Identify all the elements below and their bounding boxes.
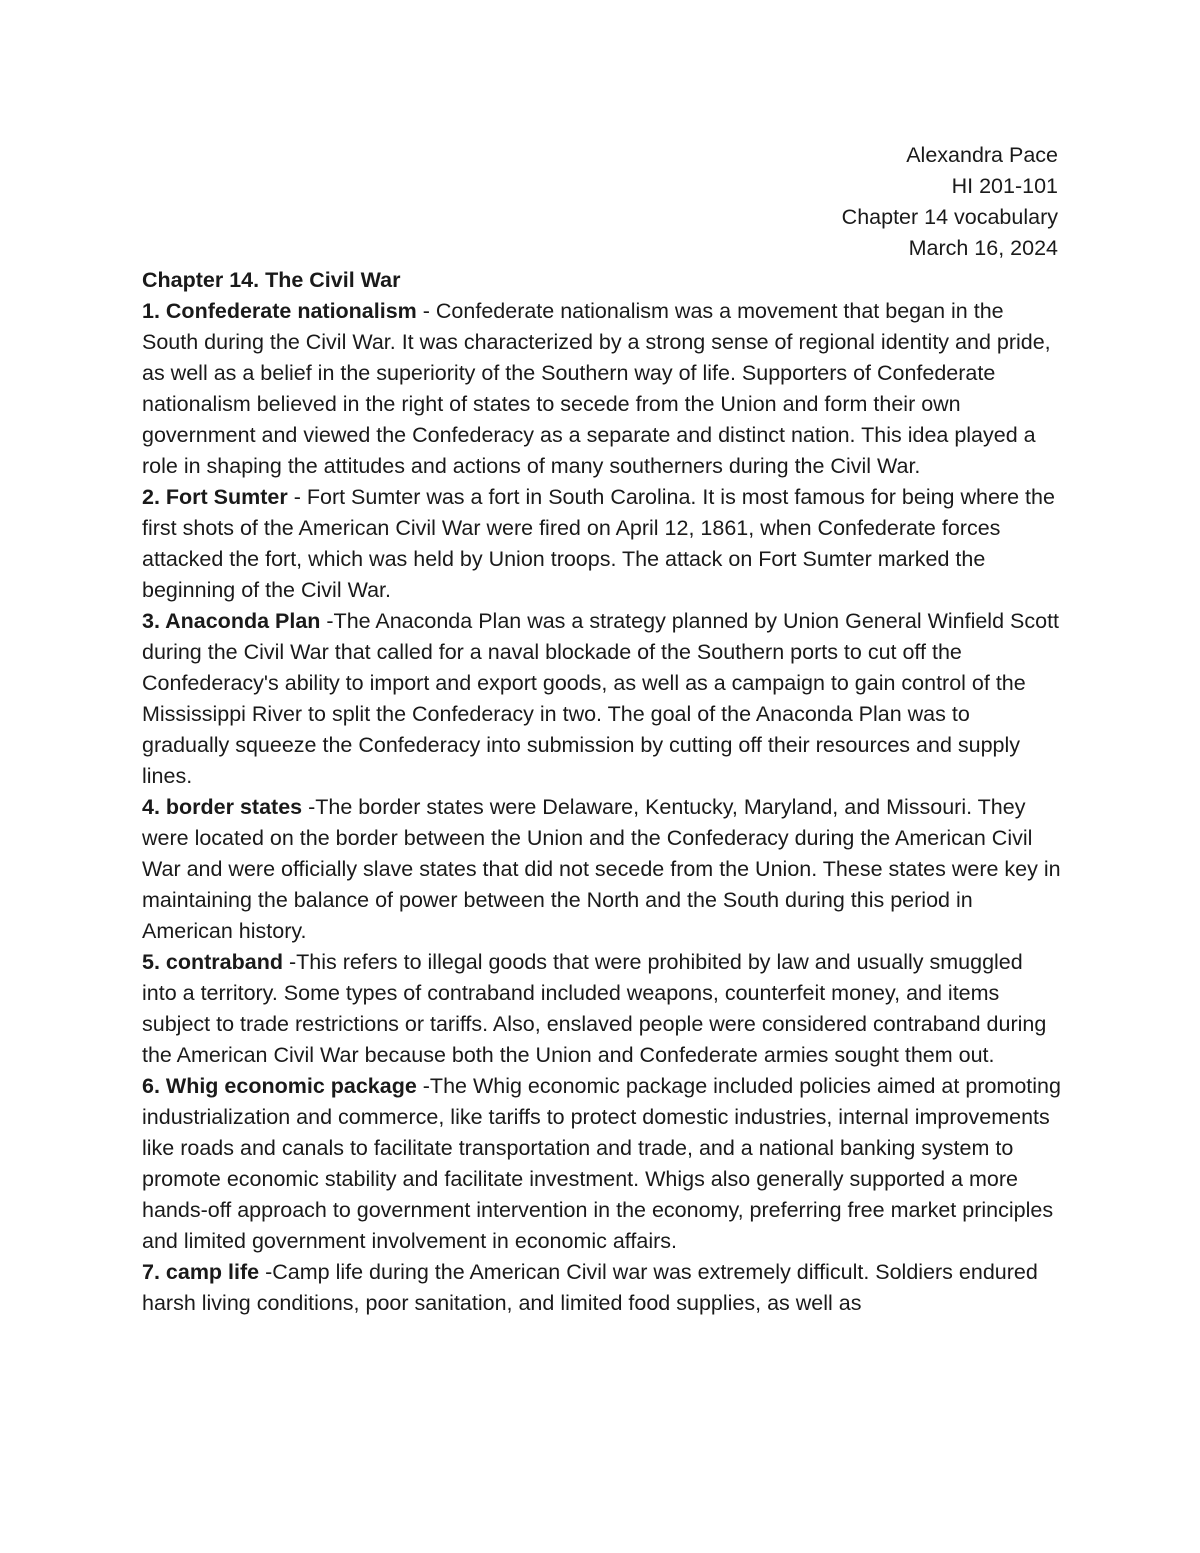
vocab-entry <box>142 792 1062 947</box>
assignment-name: Chapter 14 vocabulary <box>841 205 1058 229</box>
vocab-definition: - Confederate nationalism was a movement that began in the South during the Civil War. It was characterized by a strong sense of regional identity and pride, as well as a belief in the superiority of the Southern way of life. Supporters of Confederate nationalism believed in the right of states to secede from the Union and form their own government and viewed the Confederacy as a separate and distinct nation. This idea played a role in shaping the attitudes and actions of many southerners during the Civil War. <box>142 299 1051 478</box>
vocab-definition: -This refers to illegal goods that were prohibited by law and usually smuggled into a territory. Some types of contraband included weapons, counterfeit money, and items subject to trade restrictions or tariffs. Also, enslaved people were considered contraband during the American Civil War because both the Union and Confederate armies sought them out. <box>142 950 1047 1067</box>
page-title: Chapter 14. The Civil War <box>142 268 401 292</box>
vocab-term: 5. contraband <box>142 950 283 974</box>
vocab-term: 7. camp life <box>142 1260 260 1284</box>
document-header <box>842 140 1058 264</box>
vocab-entry <box>142 296 1062 482</box>
vocab-entry <box>142 606 1062 792</box>
vocab-entry <box>142 947 1062 1071</box>
vocab-definition: -Camp life during the American Civil war was extremely difficult. Soldiers endured harsh living conditions, poor sanitation, and limited food supplies, as well as <box>142 1260 1038 1315</box>
course-code: HI 201-101 <box>951 174 1058 198</box>
vocab-term: 3. Anaconda Plan <box>142 609 321 633</box>
document-body <box>142 265 1062 1319</box>
vocab-definition: -The border states were Delaware, Kentucky, Maryland, and Missouri. They were located on the border between the Union and the Confederacy during the American Civil War and were officially slave states that did not secede from the Union. These states were key in maintaining the balance of power between the North and the South during this period in American history. <box>142 795 1061 943</box>
vocab-term: 1. Confederate nationalism <box>142 299 417 323</box>
vocab-term: 6. Whig economic package <box>142 1074 417 1098</box>
author-name: Alexandra Pace <box>906 143 1058 167</box>
vocab-term: 2. Fort Sumter <box>142 485 288 509</box>
vocab-definition: -The Whig economic package included policies aimed at promoting industrialization and commerce, like tariffs to protect domestic industries, internal improvements like roads and canals to facilitate transportation and trade, and a national banking system to promote economic stability and facilitate investment. Whigs also generally supported a more hands-off approach to government intervention in the economy, preferring free market principles and limited government involvement in economic affairs. <box>142 1074 1061 1253</box>
vocab-term: 4. border states <box>142 795 303 819</box>
vocab-definition: -The Anaconda Plan was a strategy planned by Union General Winfield Scott during the Civil War that called for a naval blockade of the Southern ports to cut off the Confederacy's ability to import and export goods, as well as a campaign to gain control of the Mississippi River to split the Confederacy in two. The goal of the Anaconda Plan was to gradually squeeze the Confederacy into submission by cutting off their resources and supply lines. <box>142 609 1060 788</box>
vocab-entry <box>142 482 1062 606</box>
vocab-entry <box>142 1257 1062 1319</box>
vocab-entry <box>142 1071 1062 1257</box>
document-date: March 16, 2024 <box>908 236 1058 260</box>
vocab-definition: - Fort Sumter was a fort in South Carolina. It is most famous for being where the first shots of the American Civil War were fired on April 12, 1861, when Confederate forces attacked the fort, which was held by Union troops. The attack on Fort Sumter marked the beginning of the Civil War. <box>142 485 1055 602</box>
